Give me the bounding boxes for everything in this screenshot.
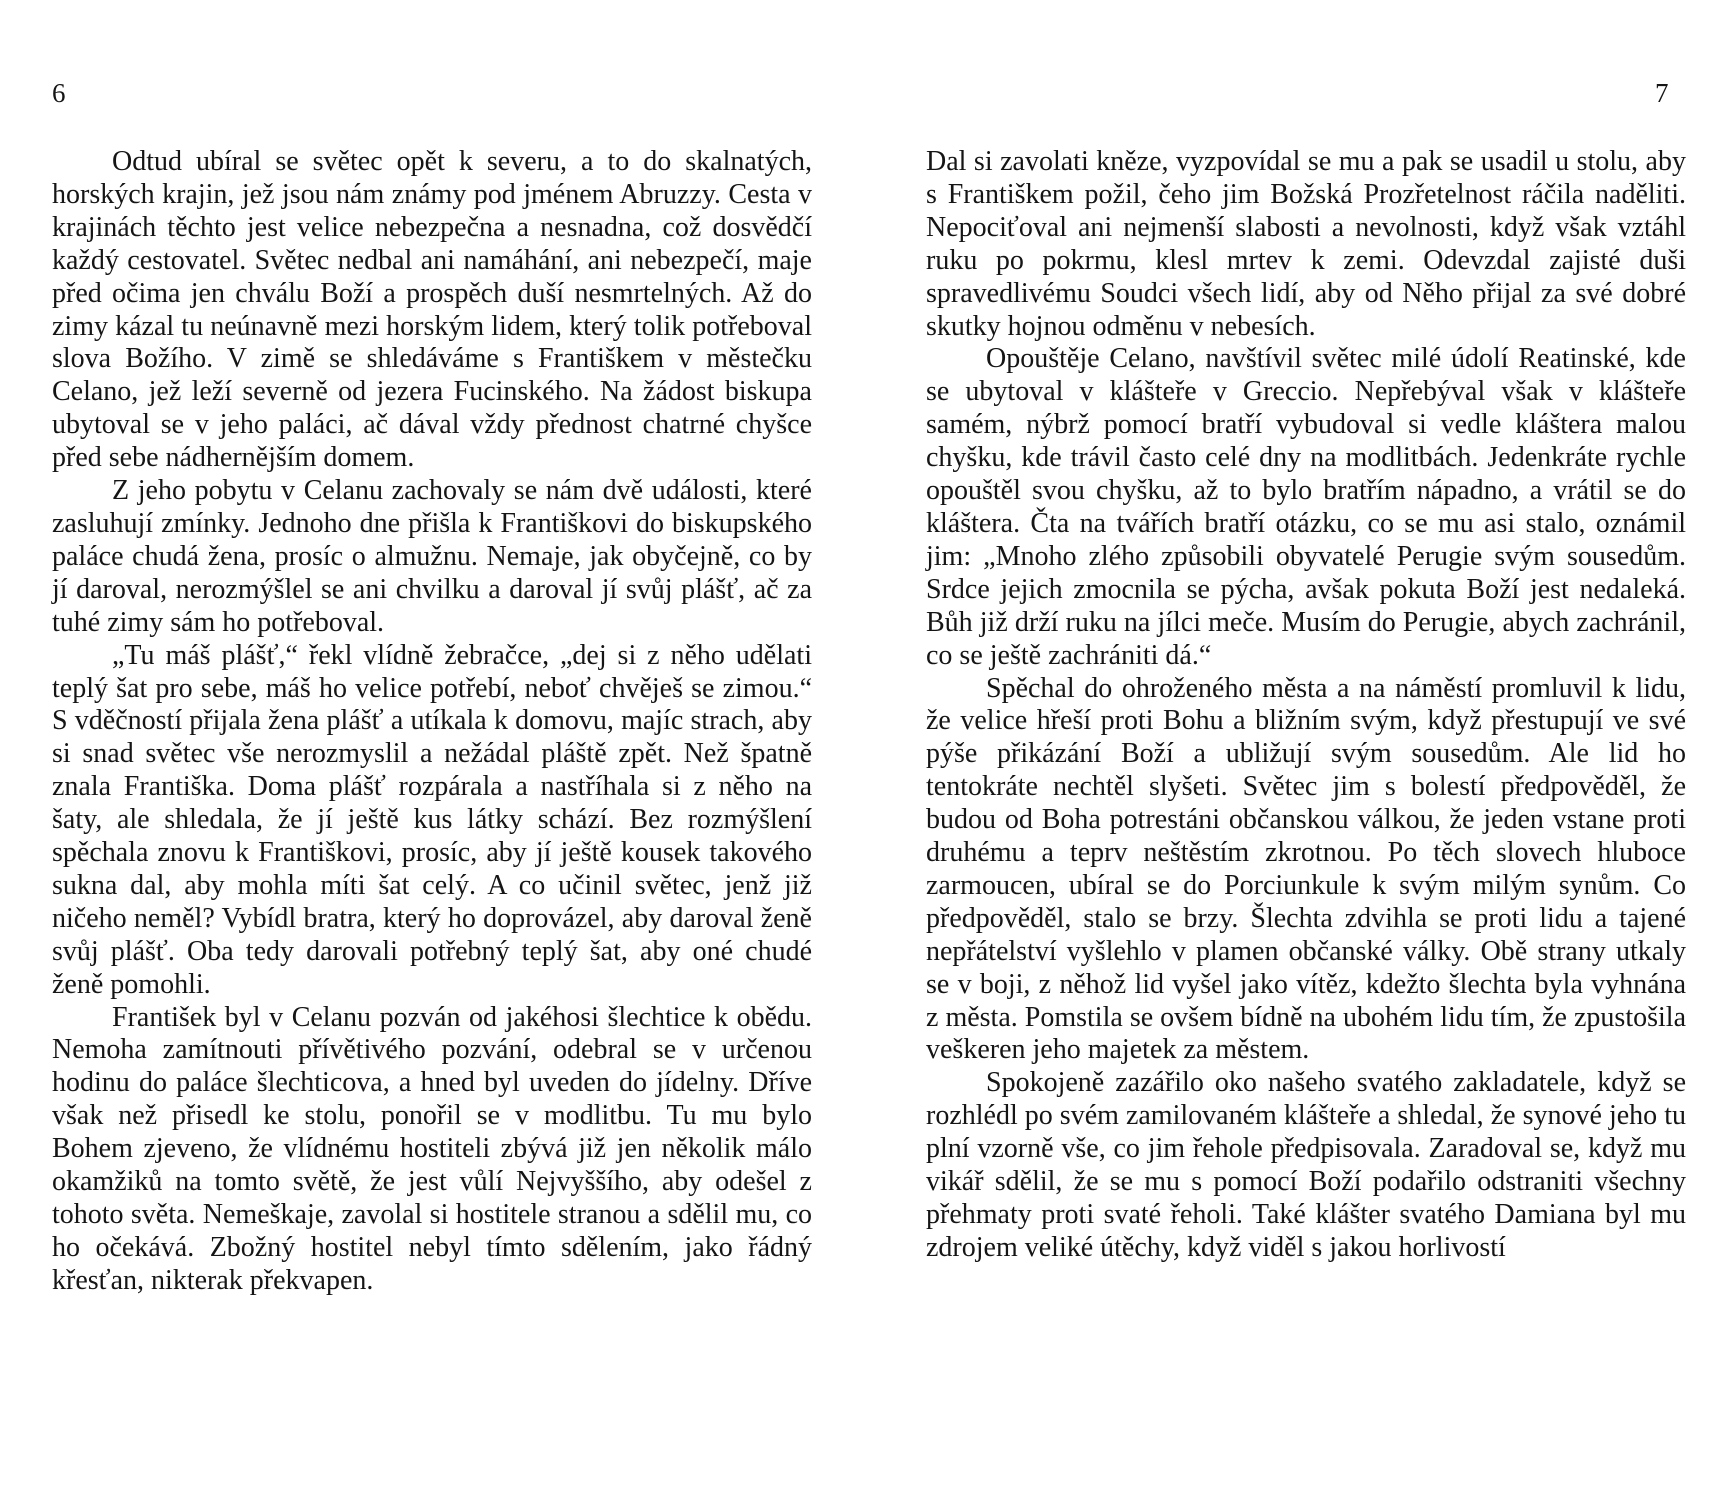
left-page-text-column [52, 146, 812, 1298]
paragraph: Z jeho pobytu v Celanu zachovaly se nám dvě události, které zasluhují zmínky. Jednoho dne přišla k Františkovi do biskupského paláce chudá žena, prosíc o almužnu. Nemaje, jak obyčejně, co by jí daroval, nerozmýšlel se ani chvilku a daroval jí svůj plášť, ač za tuhé zimy sám ho potřeboval. [52, 475, 812, 638]
paragraph: Opouštěje Celano, navštívil světec milé údolí Reatinské, kde se ubytoval v klášteře v Greccio. Nepřebýval však v klášteře samém, nýbrž pomocí bratří vybudoval si vedle kláštera malou chyšku, kde trávil často celé dny na modlitbách. Jedenkráte rychle opouštěl svou chyšku, až to bylo bratřím nápadno, a vrátil se do kláštera. Čta na tvářích bratří otázku, co se mu asi stalo, oznámil jim: „Mnoho zlého způsobili obyvatelé Perugie svým sousedům. Srdce jejich zmocnila se pýcha, avšak pokuta Boží jest nedaleká. Bůh již drží ruku na jílci meče. Musím do Perugie, abych zachránil, co se ještě zachrániti dá.“ [926, 343, 1686, 671]
page-number-right: 7 [1655, 78, 1669, 108]
right-page-text-column [926, 146, 1686, 1265]
paragraph: Dal si zavolati kněze, vyzpovídal se mu a pak se usadil u stolu, aby s Františkem požil, čeho jim Božská Prozřetelnost ráčila naděliti. Nepociťoval ani nejmenší slabosti a nevolnosti, když však vztáhl ruku po pokrmu, klesl mrtev k zemi. Odevzdal zajisté duši spravedlivému Soudci všech lidí, aby od Něho přijal za své dobré skutky hojnou odměnu v nebesích. [926, 146, 1686, 342]
paragraph: Spokojeně zazářilo oko našeho svatého zakladatele, když se rozhlédl po svém zamilovaném klášteře a shledal, že synové jeho tu plní vzorně vše, co jim řehole předpisovala. Zaradoval se, když mu vikář sdělil, že se mu s pomocí Boží podařilo odstraniti všechny přehmaty proti svaté řeholi. Také klášter svatého Damiana byl mu zdrojem veliké útěchy, když viděl s jakou horlivostí [926, 1067, 1686, 1263]
paragraph: „Tu máš plášť,“ řekl vlídně žebračce, „dej si z něho udělati teplý šat pro sebe, máš ho velice potřebí, neboť chvěješ se zimou.“ S vděčností přijala žena plášť a utíkala k domovu, majíc strach, aby si snad světec vše nerozmyslil a nežádal pláště zpět. Než špatně znala Františka. Doma plášť rozpárala a nastříhala si z něho na šaty, ale shledala, že jí ještě kus látky schází. Bez rozmýšlení spěchala znovu k Františkovi, prosíc, aby jí ještě kousek takového sukna dal, aby mohla míti šat celý. A co učinil světec, jenž již ničeho neměl? Vybídl bratra, který ho doprovázel, aby daroval ženě svůj plášť. Oba tedy darovali potřebný teplý šat, aby oné chudé ženě pomohli. [52, 639, 812, 1000]
paragraph: Odtud ubíral se světec opět k severu, a to do skalnatých, horských krajin, jež jsou nám známy pod jménem Abruzzy. Cesta v krajinách těchto jest velice nebezpečna a nesnadna, což dosvědčí každý cestovatel. Světec nedbal ani namáhání, ani nebezpečí, maje před očima jen chválu Boží a prospěch duší nesmrtelných. Až do zimy kázal tu neúnavně mezi horským lidem, který tolik potřeboval slova Božího. V zimě se shledáváme s Františkem v městečku Celano, jež leží severně od jezera Fucinského. Na žádost biskupa ubytoval se v jeho paláci, ač dával vždy přednost chatrné chyšce před sebe nádhernějším domem. [52, 146, 812, 474]
paragraph: František byl v Celanu pozván od jakéhosi šlechtice k obědu. Nemoha zamítnouti přívětivého pozvání, odebral se v určenou hodinu do paláce šlechticova, a hned byl uveden do jídelny. Dříve však než přisedl ke stolu, ponořil se v modlitbu. Tu mu bylo Bohem zjeveno, že vlídnému hostiteli zbývá již jen několik málo okamžiků na tomto světě, že jest vůlí Nejvyššího, aby odešel z tohoto světa. Nemeškaje, zavolal si hostitele stranou a sdělil mu, co ho očekává. Zbožný hostitel nebyl tímto sdělením, jako řádný křesťan, nikterak překvapen. [52, 1001, 812, 1296]
page-number-left: 6 [52, 78, 66, 108]
paragraph: Spěchal do ohroženého města a na náměstí promluvil k lidu, že velice hřeší proti Bohu a bližním svým, když přestupují ve své pýše přikázání Boží a ubližují svým sousedům. Ale lid ho tentokráte nechtěl slyšeti. Světec jim s bolestí předpověděl, že budou od Boha potrestáni občanskou válkou, že jeden vstane proti druhému a teprv neštěstím zkrotnou. Po těch slovech hluboce zarmoucen, ubíral se do Porciunkule k svým milým synům. Co předpověděl, stalo se brzy. Šlechta zdvihla se proti lidu a tajené nepřátelství vyšlehlo v plamen občanské války. Obě strany utkaly se v boji, z něhož lid vyšel jako vítěz, kdežto šlechta byla vyhnána z města. Pomstila se ovšem bídně na ubohém lidu tím, že zpustošila veškeren jeho majetek za městem. [926, 672, 1686, 1066]
